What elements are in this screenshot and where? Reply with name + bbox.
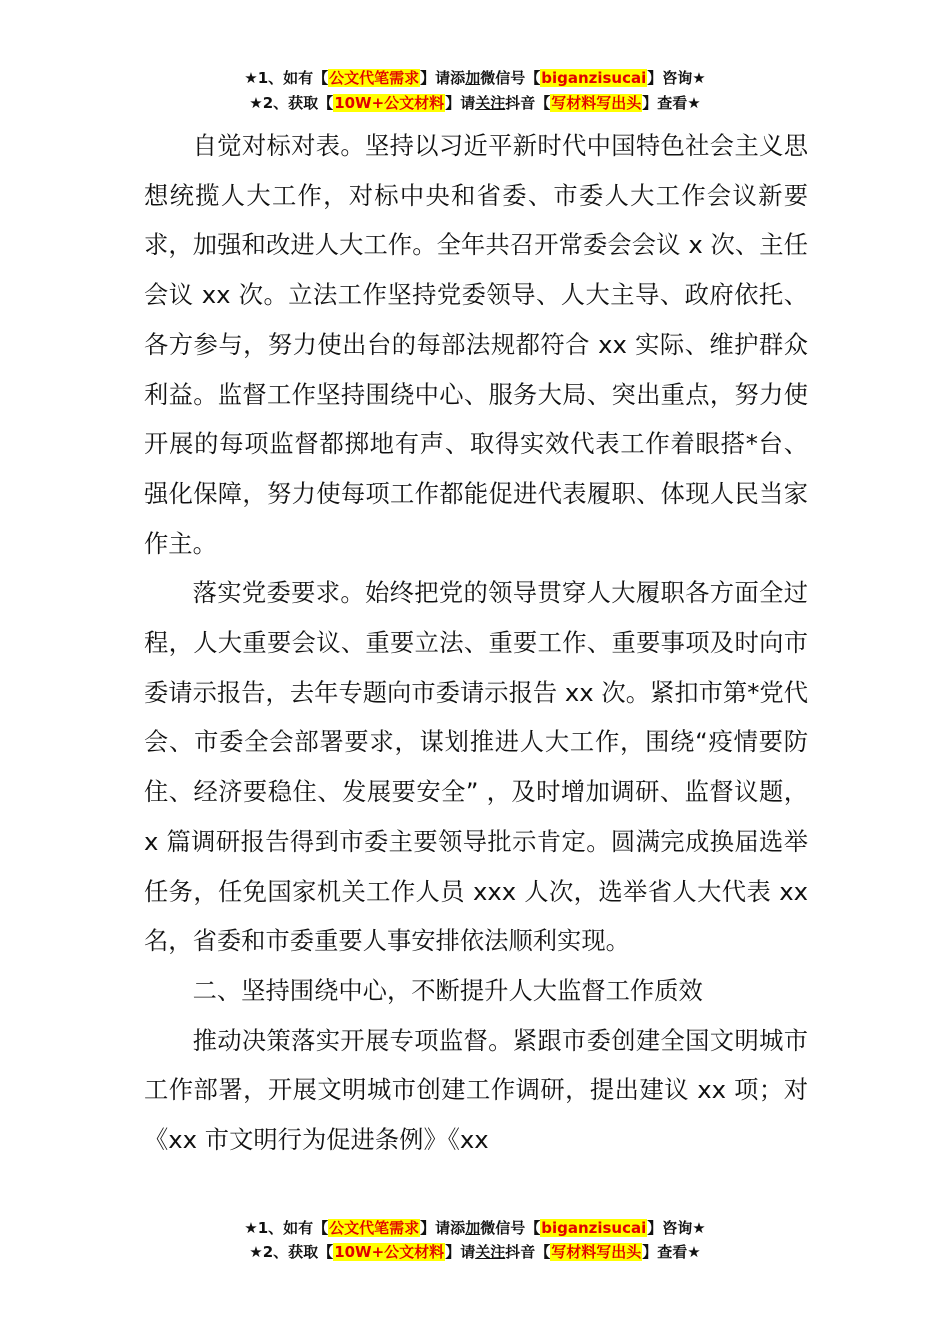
highlight-service: 公文代笔需求 bbox=[329, 1219, 420, 1237]
highlight-wechat-id: biganzisucai bbox=[541, 1219, 647, 1237]
highlight-wechat-id: biganzisucai bbox=[541, 69, 647, 87]
section-heading: 二、坚持围绕中心，不断提升人大监督工作质效 bbox=[192, 975, 703, 1005]
paragraph: 自觉对标对表。坚持以习近平新时代中国特色社会主义思想统揽人大工作，对标中央和省委、市委人大工作会议新要求，加强和改进人大工作。全年共召开常委会会议 x 次、主任会议 xx 次。立法工作坚持党委领导、人大主导、政府依托、各方参与，努力使出台的每部法规都符合 xx 实际、维护群众利益。监督工作坚持围绕中心、服务大局、突出重点，努力使开展的每项监督都掷地有声、取得实效代表工作着眼搭*台、强化保障，努力使每项工作都能促进代表履职、体现人民当家作主。 bbox=[144, 131, 808, 558]
document-body bbox=[144, 121, 808, 1165]
paragraph: 推动决策落实开展专项监督。紧跟市委创建全国文明城市工作部署，开展文明城市创建工作调研，提出建议 xx 项；对《xx 市文明行为促进条例》《xx bbox=[144, 1025, 808, 1155]
highlight-douyin-account: 写材料写出头 bbox=[551, 94, 642, 112]
highlight-materials: 10W+公文材料 bbox=[334, 1243, 445, 1261]
paragraph: 落实党委要求。始终把党的领导贯穿人大履职各方面全过程，人大重要会议、重要立法、重要工作、重要事项及时向市委请示报告，去年专题向市委请示报告 xx 次。紧扣市第*党代会、市委全会部署要求，谋划推进人大工作，围绕“疫情要防住、经济要稳住、发展要安全” ，及时增加调研、监督议题，x 篇调研报告得到市委主要领导批示肯定。圆满完成换届选举任务，任免国家机关工作人员 xxx 人次，选举省人大代表 xx 名，省委和市委重要人事安排依法顺利实现。 bbox=[144, 578, 808, 956]
highlight-materials: 10W+公文材料 bbox=[334, 94, 445, 112]
header-banner-line-1: ★1、如有【公文代笔需求】请添加微信号【biganzisucai】咨询★ bbox=[244, 69, 706, 87]
footer-banner-line-1: ★1、如有【公文代笔需求】请添加微信号【biganzisucai】咨询★ bbox=[244, 1219, 706, 1237]
footer-banner-line-2: ★2、获取【10W+公文材料】请关注抖音【写材料写出头】查看★ bbox=[249, 1243, 701, 1261]
header-banner-line-2: ★2、获取【10W+公文材料】请关注抖音【写材料写出头】查看★ bbox=[249, 94, 701, 112]
highlight-service: 公文代笔需求 bbox=[329, 69, 420, 87]
highlight-douyin-account: 写材料写出头 bbox=[551, 1243, 642, 1261]
